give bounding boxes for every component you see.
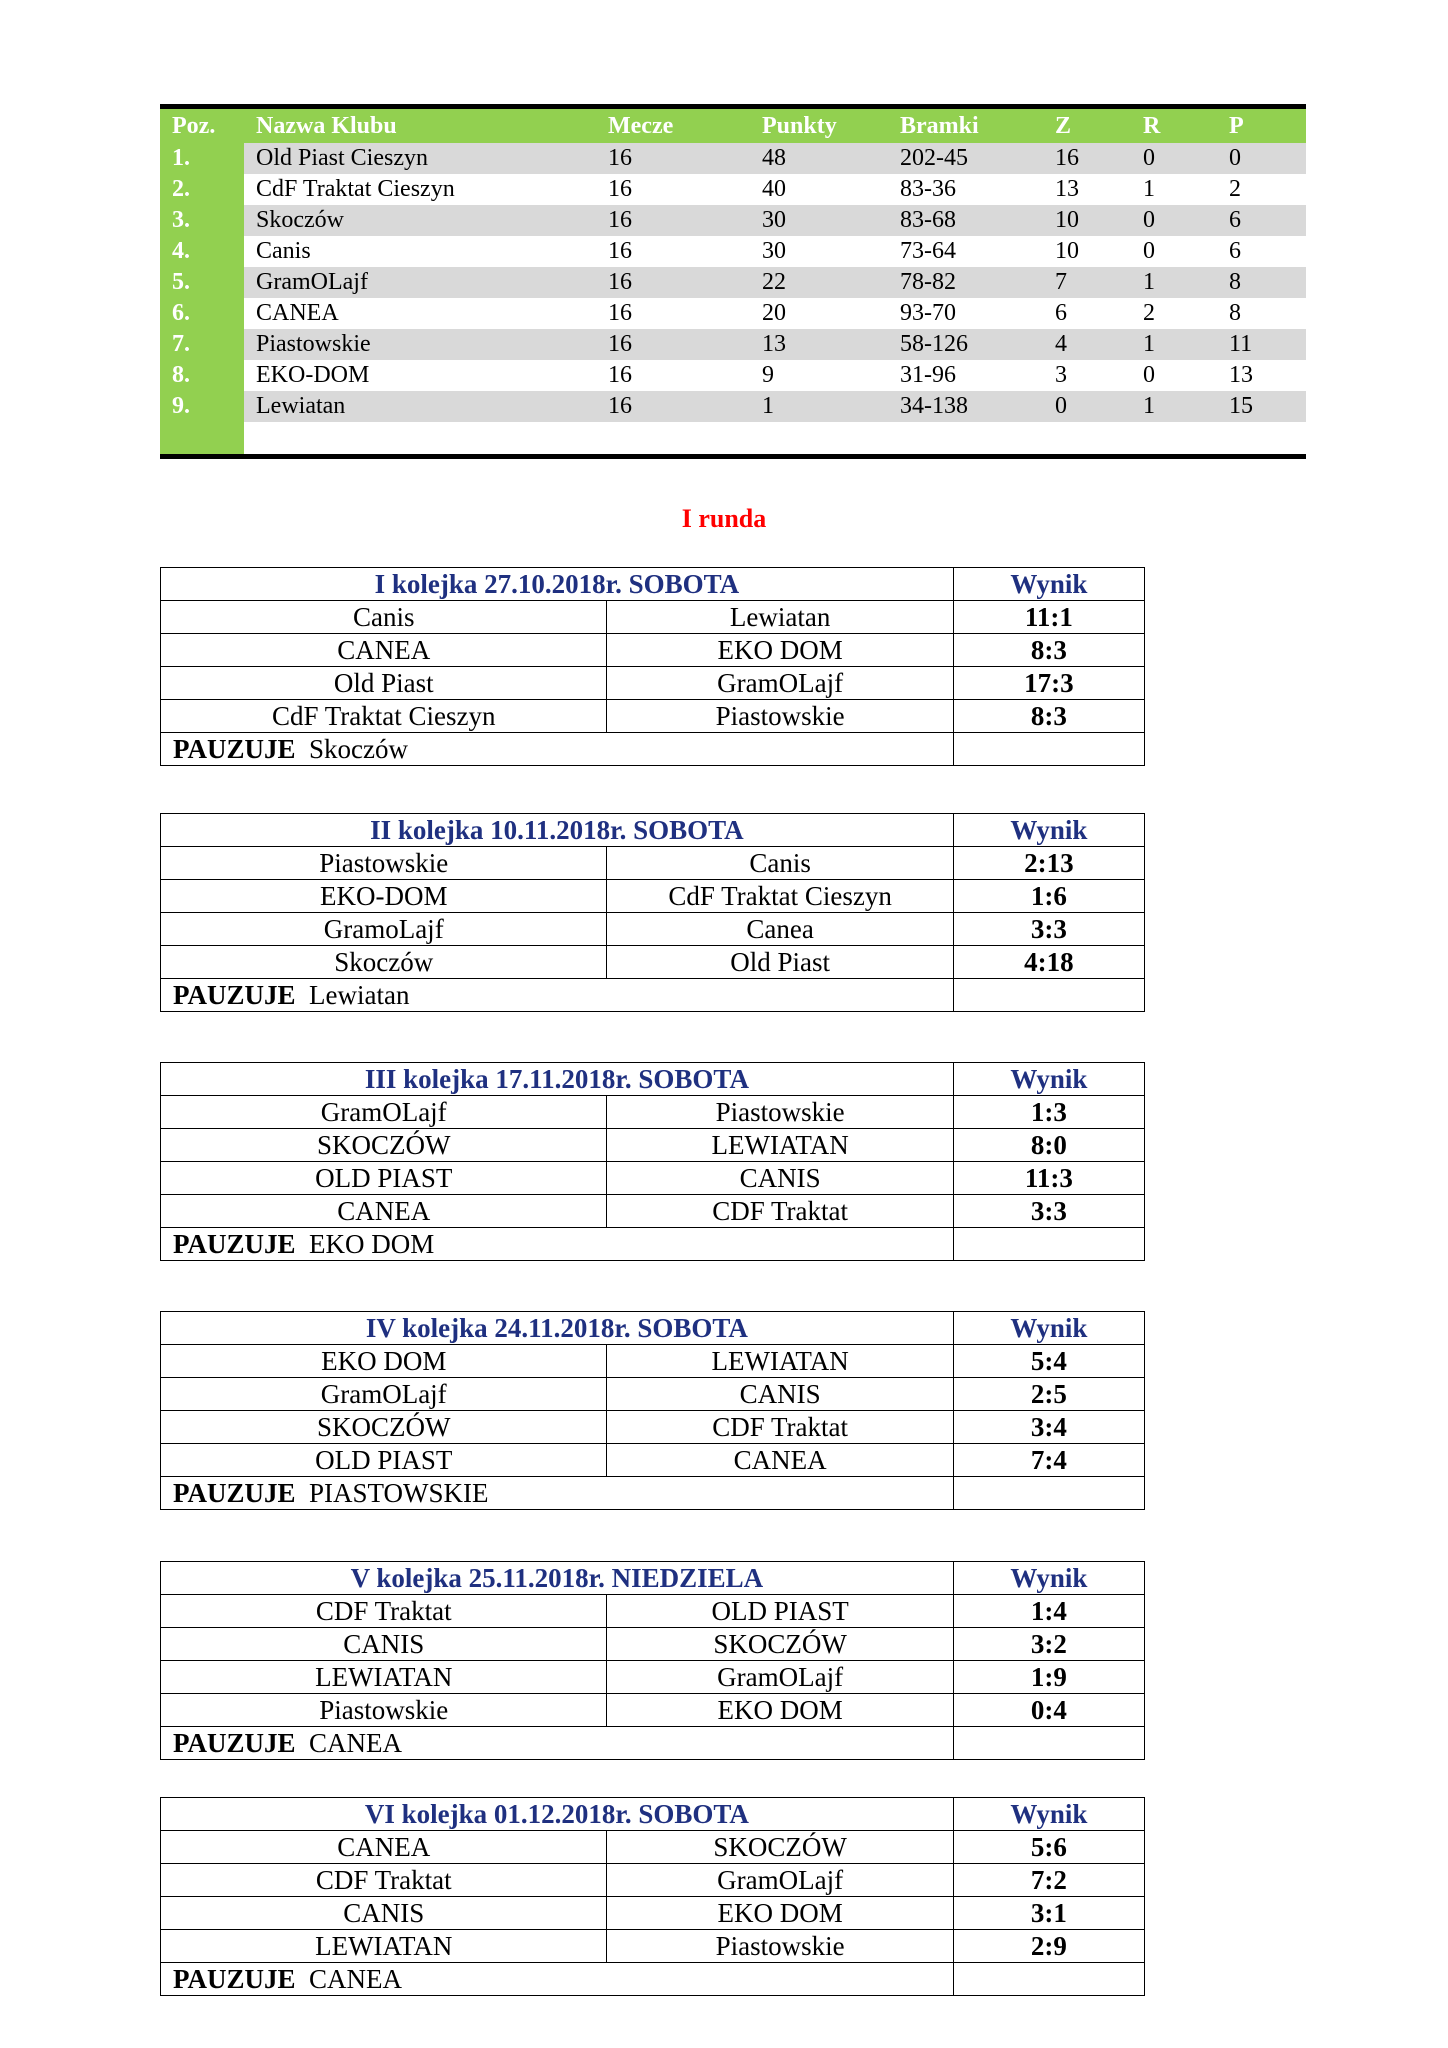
cell-losses: 13 [1229,362,1253,388]
match-score: 2:13 [953,847,1144,880]
fixture-table [160,1561,1145,1760]
home-team: CANEA [161,1831,607,1864]
away-team: Canis [607,847,953,880]
home-team: CDF Traktat [161,1595,607,1628]
cell-points: 9 [762,362,774,388]
fixture-header-row [161,568,1145,601]
cell-points: 1 [762,393,774,419]
pause-team: CANEA [309,1964,403,1994]
pause-label: PAUZUJE [173,1728,296,1758]
cell-losses: 11 [1229,331,1253,357]
match-score: 3:2 [953,1628,1144,1661]
cell-draws: 0 [1143,238,1155,264]
cell-draws: 0 [1143,207,1155,233]
match-row [161,1411,1145,1444]
cell-club-name: Canis [256,238,311,264]
away-team: EKO DOM [607,634,953,667]
cell-club-name: Lewiatan [256,393,346,419]
cell-matches: 16 [608,176,632,202]
home-team: GramOLajf [161,1378,607,1411]
cell-goals: 78-82 [900,269,956,295]
table-row [160,298,1306,329]
cell-losses: 6 [1229,238,1241,264]
match-row [161,847,1145,880]
fixture-table [160,1062,1145,1261]
pause-cell [161,1477,954,1510]
result-label: Wynik [953,1562,1144,1595]
away-team: Lewiatan [607,601,953,634]
pause-label: PAUZUJE [173,1478,296,1508]
home-team: CANEA [161,634,607,667]
match-row [161,1129,1145,1162]
cell-goals: 73-64 [900,238,956,264]
cell-losses: 0 [1229,145,1241,171]
standings-filler-row [160,422,1306,454]
away-team: CANIS [607,1378,953,1411]
cell-position: 7. [160,329,244,360]
cell-draws: 1 [1143,393,1155,419]
cell-wins: 3 [1055,362,1067,388]
cell-goals: 58-126 [900,331,968,357]
home-team: GramOLajf [161,1096,607,1129]
cell-club-name: Old Piast Cieszyn [256,145,428,171]
away-team: EKO DOM [607,1897,953,1930]
pause-result-empty [953,979,1144,1012]
match-score: 1:9 [953,1661,1144,1694]
cell-position: 3. [160,205,244,236]
header-goals: Bramki [900,112,979,139]
away-team: CDF Traktat [607,1195,953,1228]
pause-result-empty [953,1228,1144,1261]
pause-team: EKO DOM [309,1229,435,1259]
cell-position: 1. [160,143,244,174]
header-losses: P [1229,112,1244,139]
home-team: CDF Traktat [161,1864,607,1897]
fixture-table [160,1797,1145,1996]
pause-label: PAUZUJE [173,1964,296,1994]
cell-wins: 13 [1055,176,1079,202]
away-team: Piastowskie [607,1096,953,1129]
cell-draws: 1 [1143,331,1155,357]
pause-cell [161,979,954,1012]
cell-goals: 31-96 [900,362,956,388]
cell-losses: 8 [1229,269,1241,295]
match-score: 17:3 [953,667,1144,700]
home-team: Skoczów [161,946,607,979]
match-score: 3:3 [953,913,1144,946]
match-row [161,1162,1145,1195]
pause-cell [161,733,954,766]
table-row [160,174,1306,205]
match-row [161,1595,1145,1628]
match-score: 3:1 [953,1897,1144,1930]
away-team: Old Piast [607,946,953,979]
pause-result-empty [953,1727,1144,1760]
home-team: OLD PIAST [161,1162,607,1195]
fixture-header-row [161,1063,1145,1096]
match-score: 11:3 [953,1162,1144,1195]
result-label: Wynik [953,814,1144,847]
away-team: EKO DOM [607,1694,953,1727]
cell-losses: 15 [1229,393,1253,419]
cell-draws: 1 [1143,176,1155,202]
pause-result-empty [953,733,1144,766]
cell-draws: 2 [1143,300,1155,326]
away-team: CANEA [607,1444,953,1477]
match-score: 3:3 [953,1195,1144,1228]
away-team: GramOLajf [607,667,953,700]
fixture-title: II kolejka 10.11.2018r. SOBOTA [161,814,954,847]
cell-matches: 16 [608,331,632,357]
home-team: CANIS [161,1897,607,1930]
cell-points: 30 [762,238,786,264]
cell-club-name: EKO-DOM [256,362,370,388]
match-row [161,880,1145,913]
pause-cell [161,1228,954,1261]
match-score: 1:3 [953,1096,1144,1129]
cell-goals: 83-36 [900,176,956,202]
match-row [161,1694,1145,1727]
home-team: LEWIATAN [161,1661,607,1694]
pause-label: PAUZUJE [173,1229,296,1259]
home-team: Piastowskie [161,1694,607,1727]
match-row [161,946,1145,979]
home-team: CdF Traktat Cieszyn [161,700,607,733]
pause-row [161,1228,1145,1261]
away-team: LEWIATAN [607,1129,953,1162]
header-poz: Poz. [172,112,216,139]
match-row [161,1444,1145,1477]
cell-goals: 202-45 [900,145,968,171]
fixture-table [160,813,1145,1012]
fixture-header-row [161,1562,1145,1595]
cell-position: 9. [160,391,244,422]
match-score: 8:3 [953,700,1144,733]
fixture-title: III kolejka 17.11.2018r. SOBOTA [161,1063,954,1096]
cell-draws: 1 [1143,269,1155,295]
match-score: 5:4 [953,1345,1144,1378]
away-team: Canea [607,913,953,946]
cell-matches: 16 [608,362,632,388]
away-team: CDF Traktat [607,1411,953,1444]
cell-goals: 34-138 [900,393,968,419]
match-score: 7:4 [953,1444,1144,1477]
table-row [160,329,1306,360]
cell-points: 40 [762,176,786,202]
fixture-header-row [161,1312,1145,1345]
cell-club-name: Piastowskie [256,331,371,357]
away-team: LEWIATAN [607,1345,953,1378]
match-row [161,1345,1145,1378]
away-team: CdF Traktat Cieszyn [607,880,953,913]
match-row [161,1930,1145,1963]
fixture-header-row [161,814,1145,847]
home-team: CANIS [161,1628,607,1661]
pause-row [161,733,1145,766]
standings-header [160,109,1306,143]
cell-position: 5. [160,267,244,298]
match-score: 0:4 [953,1694,1144,1727]
standings-table [160,104,1306,459]
pause-row [161,1963,1145,1996]
pause-row [161,1477,1145,1510]
header-matches: Mecze [608,112,674,139]
match-row [161,1897,1145,1930]
table-row [160,236,1306,267]
cell-matches: 16 [608,393,632,419]
match-score: 8:0 [953,1129,1144,1162]
match-score: 3:4 [953,1411,1144,1444]
match-score: 11:1 [953,601,1144,634]
match-row [161,1628,1145,1661]
home-team: EKO DOM [161,1345,607,1378]
match-row [161,1195,1145,1228]
table-row [160,360,1306,391]
cell-wins: 7 [1055,269,1067,295]
cell-goals: 83-68 [900,207,956,233]
home-team: SKOCZÓW [161,1411,607,1444]
cell-points: 48 [762,145,786,171]
match-score: 8:3 [953,634,1144,667]
fixture-title: V kolejka 25.11.2018r. NIEDZIELA [161,1562,954,1595]
result-label: Wynik [953,1063,1144,1096]
result-label: Wynik [953,1798,1144,1831]
away-team: SKOCZÓW [607,1628,953,1661]
pause-label: PAUZUJE [173,734,296,764]
home-team: Old Piast [161,667,607,700]
table-row [160,391,1306,422]
fixture-table [160,567,1145,766]
match-row [161,700,1145,733]
match-score: 1:6 [953,880,1144,913]
pause-result-empty [953,1477,1144,1510]
match-row [161,913,1145,946]
fixture-header-row [161,1798,1145,1831]
cell-matches: 16 [608,238,632,264]
match-score: 1:4 [953,1595,1144,1628]
cell-club-name: Skoczów [256,207,344,233]
result-label: Wynik [953,568,1144,601]
pause-label: PAUZUJE [173,980,296,1010]
cell-losses: 2 [1229,176,1241,202]
away-team: GramOLajf [607,1864,953,1897]
match-row [161,1831,1145,1864]
away-team: Piastowskie [607,700,953,733]
pause-team: Lewiatan [309,980,410,1010]
cell-points: 13 [762,331,786,357]
away-team: OLD PIAST [607,1595,953,1628]
match-row [161,634,1145,667]
match-score: 2:5 [953,1378,1144,1411]
home-team: EKO-DOM [161,880,607,913]
home-team: GramoLajf [161,913,607,946]
cell-draws: 0 [1143,362,1155,388]
cell-matches: 16 [608,207,632,233]
header-wins: Z [1055,112,1072,139]
home-team: LEWIATAN [161,1930,607,1963]
fixture-title: I kolejka 27.10.2018r. SOBOTA [161,568,954,601]
cell-points: 30 [762,207,786,233]
cell-position: 6. [160,298,244,329]
pause-team: CANEA [309,1728,403,1758]
away-team: GramOLajf [607,1661,953,1694]
cell-wins: 10 [1055,238,1079,264]
cell-club-name: CdF Traktat Cieszyn [256,176,455,202]
match-row [161,601,1145,634]
cell-position: 2. [160,174,244,205]
match-row [161,1096,1145,1129]
cell-matches: 16 [608,145,632,171]
away-team: SKOCZÓW [607,1831,953,1864]
cell-losses: 6 [1229,207,1241,233]
cell-goals: 93-70 [900,300,956,326]
home-team: OLD PIAST [161,1444,607,1477]
cell-wins: 6 [1055,300,1067,326]
cell-losses: 8 [1229,300,1241,326]
table-row [160,205,1306,236]
cell-club-name: CANEA [256,300,339,326]
match-score: 5:6 [953,1831,1144,1864]
cell-draws: 0 [1143,145,1155,171]
match-score: 4:18 [953,946,1144,979]
pause-cell [161,1727,954,1760]
match-row [161,1864,1145,1897]
pause-team: Skoczów [309,734,408,764]
match-score: 7:2 [953,1864,1144,1897]
home-team: CANEA [161,1195,607,1228]
cell-position: 4. [160,236,244,267]
cell-wins: 4 [1055,331,1067,357]
cell-wins: 16 [1055,145,1079,171]
result-label: Wynik [953,1312,1144,1345]
home-team: Canis [161,601,607,634]
fixture-table [160,1311,1145,1510]
pause-row [161,1727,1145,1760]
match-row [161,1661,1145,1694]
home-team: SKOCZÓW [161,1129,607,1162]
cell-matches: 16 [608,269,632,295]
standings-bottom-rule [160,454,1306,459]
match-row [161,667,1145,700]
cell-points: 20 [762,300,786,326]
pause-row [161,979,1145,1012]
cell-matches: 16 [608,300,632,326]
match-score: 2:9 [953,1930,1144,1963]
cell-wins: 0 [1055,393,1067,419]
match-row [161,1378,1145,1411]
header-draws: R [1143,112,1161,139]
home-team: Piastowskie [161,847,607,880]
pause-result-empty [953,1963,1144,1996]
table-row [160,143,1306,174]
round-title: I runda [681,504,767,533]
pause-cell [161,1963,954,1996]
fixture-title: IV kolejka 24.11.2018r. SOBOTA [161,1312,954,1345]
away-team: CANIS [607,1162,953,1195]
header-points: Punkty [762,112,837,139]
cell-wins: 10 [1055,207,1079,233]
away-team: Piastowskie [607,1930,953,1963]
cell-points: 22 [762,269,786,295]
pause-team: PIASTOWSKIE [309,1478,489,1508]
fixture-title: VI kolejka 01.12.2018r. SOBOTA [161,1798,954,1831]
standings-rows [160,143,1306,422]
table-row [160,267,1306,298]
cell-position: 8. [160,360,244,391]
cell-club-name: GramOLajf [256,269,368,295]
header-club-name: Nazwa Klubu [256,112,397,139]
